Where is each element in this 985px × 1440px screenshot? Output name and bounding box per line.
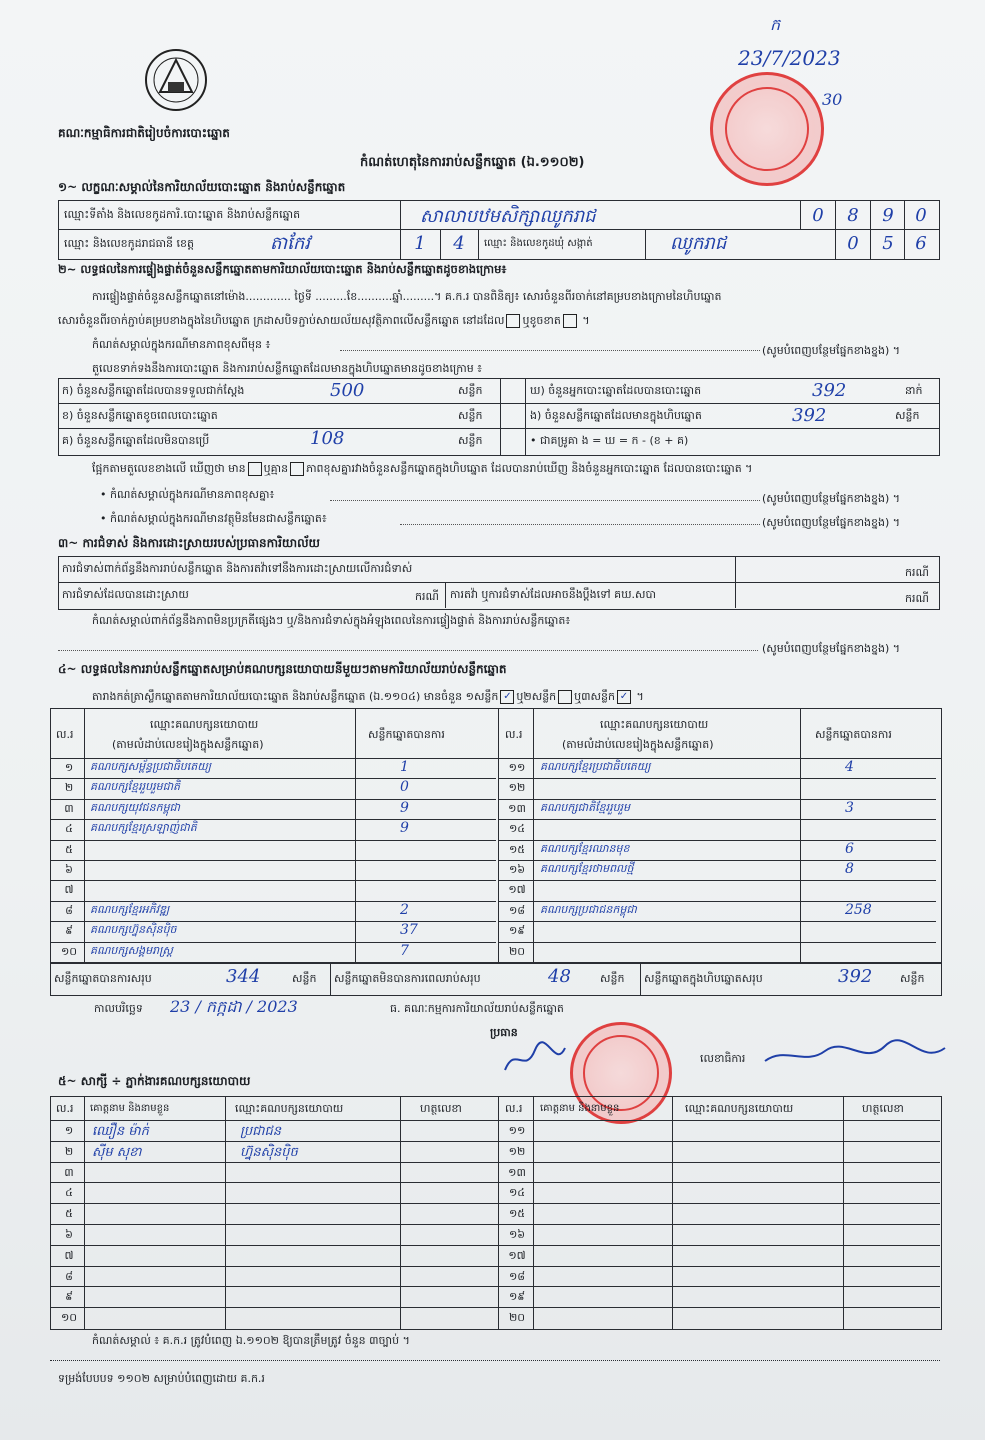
party-name: គណបក្សខ្មែរថាមពលថ្មី	[540, 862, 634, 875]
figure-received-value: 500	[330, 380, 365, 401]
row-divider	[498, 840, 936, 841]
objection-related-label: ការជំទាស់ពាក់ព័ន្ធនឹងការរាប់សន្លឹកឆ្នោត និងការតវ៉ាទៅនឹងការដោះស្រាយលើការជំទាស់	[62, 562, 413, 575]
witness-party: ប្រជាជន	[240, 1124, 282, 1139]
row-number: ៨	[65, 903, 73, 917]
col-sign: ហត្ថលេខា	[862, 1102, 904, 1115]
total-box-value: 392	[838, 966, 873, 987]
col-party: ឈ្មោះគណបក្សនយោបាយ	[150, 718, 259, 731]
col-party-sub: (តាមលំដាប់លេខរៀងក្នុងសន្លឹកឆ្នោត)	[112, 738, 264, 751]
row-number: ១	[64, 761, 74, 774]
committee-name: គណៈកម្មាធិការជាតិរៀបចំការបោះឆ្នោត	[58, 126, 230, 140]
party-votes: 9	[400, 820, 409, 837]
party-votes: 8	[845, 861, 854, 877]
row-divider	[498, 921, 936, 922]
row-number: ៦	[65, 1228, 73, 1241]
col-votes: សន្លឹកឆ្នោតបានការ	[368, 728, 445, 741]
row-number: ១០	[60, 1311, 78, 1325]
location-code-digit: 8	[847, 205, 859, 226]
total-box-label: សន្លឹកឆ្នោតក្នុងហិបឆ្នោតសរុប	[644, 972, 763, 985]
total-valid-value: 344	[226, 966, 261, 987]
two-sheet-checkbox[interactable]	[558, 690, 572, 704]
chair-label: ប្រធាន	[490, 1026, 518, 1039]
total-invalid-label: សន្លឹកឆ្នោតមិនបានការពេលរាប់សរុប	[334, 972, 481, 985]
party-name: គណបក្សខ្មែរប្រជាធិបតេយ្យ	[540, 760, 651, 773]
section4-intro: តារាងកត់ត្រាស្លឹកឆ្នោតតាមការិយាល័យបោះឆ្នោត និងរាប់សន្លឹកឆ្នោត (ឯ.១១០៤) មានចំនួន ១សន្លឹក ✓ ឬ២សន្លឹក ឬ៣សន្លឹក ✓ ។	[92, 690, 644, 703]
party-name: គណបក្សសម្ព័ន្ធប្រជាធិបតេយ្យ	[90, 760, 212, 773]
footer-text: ទម្រង់បែបបទ ១១០២ សម្រាប់បំពេញដោយ គ.ក.រ	[58, 1372, 265, 1385]
difference-yes-checkbox[interactable]	[248, 462, 262, 476]
party-name: គណបក្សហ្វ៊ុនស៊ិនប៉ិច	[90, 923, 177, 937]
party-votes: 258	[845, 901, 872, 918]
party-name: គណបក្សប្រជាជនកម្ពុជា	[540, 902, 637, 916]
party-votes: 0	[400, 779, 409, 796]
section4-heading: ៤~ លទ្ធផលនៃការរាប់សន្លឹកឆ្នោតសម្រាប់គណបក្សនយោបាយនីមួយៗតាមការិយាល័យរាប់សន្លឹកឆ្នោត	[58, 662, 507, 676]
province-code-digit: 4	[453, 233, 465, 254]
row-number: ១៧	[508, 1248, 526, 1262]
figure-unit: សន្លឹក	[458, 434, 483, 447]
party-name: គណបក្សយុវជនកម្ពុជា	[90, 800, 181, 814]
compare-line: ផ្អែកតាមតួលេខខាងលើ ឃើញថា មាន ឬគ្មាន ភាពខុសគ្នារវាងចំនួនសន្លឹកឆ្នោតក្នុងហិបឆ្នោត ដែលបានរាប់ឃើញ និងចំនួនអ្នកបោះឆ្នោត ដែលបានបោះឆ្នោត ។	[92, 462, 753, 475]
row-number: ៨	[65, 1269, 73, 1283]
section2-paragraph: សោរចំនួនពីរចាក់ភ្ជាប់គម្របខាងក្នុងនៃហិបឆ្នោត ក្រដាសបិទភ្ជាប់សាយល័យសុវត្ថិភាពលើសន្លឹកឆ្នោត នៅដដែល ឬខូចខាត ។	[58, 314, 590, 327]
unit: សន្លឹក	[600, 972, 625, 985]
row-number: ១៣	[508, 1165, 526, 1179]
case-label: ករណី	[415, 590, 439, 603]
col-no: ល.រ	[505, 1102, 523, 1115]
location-value: សាលាបឋមសិក្សាឈូករាជ	[420, 206, 596, 227]
party-name: គណបក្សខ្មែរឈានមុខ	[540, 841, 630, 855]
row-number: ៩	[65, 1290, 73, 1304]
row-number: ៤	[65, 822, 73, 836]
section1-heading: ១~ លក្ខណៈសម្គាល់នៃការិយាល័យបោះឆ្នោត និងរាប់សន្លឹកឆ្នោត	[58, 180, 346, 194]
row-number: ១៣	[508, 801, 526, 815]
witness-party: ហ្វ៊ុនស៊ិនប៉ិច	[240, 1144, 298, 1160]
row-number: ១១	[508, 761, 526, 774]
row-divider	[50, 1224, 940, 1225]
stamp-time: 30	[822, 90, 843, 109]
location-code-digit: 0	[915, 205, 927, 226]
objection-resolved-label: ការជំទាស់ដែលបានដោះស្រាយ	[62, 588, 189, 601]
row-divider	[50, 880, 496, 881]
received-seal	[710, 72, 824, 186]
row-number: ៤	[65, 1186, 73, 1200]
figure-unit: សន្លឹក	[895, 409, 920, 422]
one-sheet-checkbox[interactable]: ✓	[500, 690, 514, 704]
section2-heading: ២~ លទ្ធផលនៃការផ្ទៀងផ្ទាត់ចំនួនសន្លឹកឆ្នោតតាមការិយាល័យបោះឆ្នោត និងរាប់សន្លឹកឆ្នោតដូចខាងក្រោម៖	[58, 262, 507, 276]
row-number: ១៦	[508, 863, 526, 876]
party-votes: 3	[845, 799, 854, 816]
figure-voters-label: ឃ) ចំនួនអ្នកបោះឆ្នោតដែលបានបោះឆ្នោត	[530, 384, 702, 397]
figure-unit: សន្លឹក	[458, 384, 483, 397]
damaged-checkbox[interactable]	[563, 314, 577, 328]
row-divider	[498, 942, 936, 943]
party-votes: 4	[845, 759, 854, 775]
row-divider	[50, 1307, 940, 1308]
commune-code-digit: 5	[882, 233, 894, 254]
row-number: ១៤	[508, 1186, 526, 1200]
col-party: ឈ្មោះគណបក្សនយោបាយ	[685, 1102, 794, 1115]
row-divider	[50, 942, 496, 943]
party-votes: 37	[400, 922, 418, 939]
three-sheet-checkbox[interactable]: ✓	[617, 690, 631, 704]
figure-spoiled-label: ខ) ចំនួនសន្លឹកឆ្នោតខូចពេលបោះឆ្នោត	[62, 409, 218, 422]
total-invalid-value: 48	[548, 966, 571, 987]
fill-note: (សូមបំពេញបន្ថែមផ្នែកខាងខ្នង) ។	[762, 642, 901, 655]
secretary-signature-icon	[760, 1036, 950, 1076]
row-number: ១៩	[508, 924, 526, 938]
section2-paragraph: ការផ្ទៀងផ្ទាត់ចំនួនសន្លឹកឆ្នោតនៅម៉ោង............. ថ្ងៃទី .........ខែ..........ឆ្នាំ.........។ គ.ក.រ បានពិនិត្យ៖ សោរចំនួនពីរចាក់នៅគម្របខាងក្រោមនៃហិបឆ្នោត	[92, 290, 722, 303]
party-votes: 9	[400, 799, 409, 816]
col-party: ឈ្មោះគណបក្សនយោបាយ	[600, 718, 709, 731]
stamp-date: 23/7/2023	[738, 46, 841, 70]
intact-checkbox[interactable]	[506, 314, 520, 328]
row-number: ៥	[65, 842, 73, 856]
row-divider	[498, 799, 936, 800]
location-code-digit: 9	[882, 205, 894, 226]
row-divider	[50, 1141, 940, 1142]
row-number: ៧	[64, 1248, 74, 1262]
row-number: ១២	[508, 781, 526, 795]
row-number: ១៥	[508, 1207, 526, 1221]
row-number: ២០	[508, 944, 526, 958]
totals-row	[50, 962, 942, 996]
commune-value: ឈូករាជ	[670, 233, 727, 254]
figure-unit: សន្លឹក	[458, 409, 483, 422]
section3-heading: ៣~ ការជំទាស់ និងការដោះស្រាយរបស់ប្រធានការិយាល័យ	[58, 536, 320, 550]
party-votes: 2	[400, 901, 409, 918]
row-number: ១២	[508, 1144, 526, 1158]
row-divider	[498, 860, 936, 861]
row-number: ១៥	[508, 842, 526, 856]
row-divider	[50, 1182, 940, 1183]
col-sign: ហត្ថលេខា	[420, 1102, 462, 1115]
party-votes: 7	[400, 942, 409, 959]
figure-ballots-in-box-label: ង) ចំនួនសន្លឹកឆ្នោតដែលមានក្នុងហិបឆ្នោត	[530, 409, 702, 422]
section5-heading: ៥~ សាក្សី ÷ ភ្នាក់ងារគណបក្សនយោបាយ	[58, 1074, 251, 1088]
section2-figures-intro: តួលេខទាក់ទងនឹងការបោះឆ្នោត និងការរាប់សន្លឹកឆ្នោតដែលមានក្នុងហិបឆ្នោតមានដូចខាងក្រោម ៖	[92, 362, 483, 375]
date-label: កាលបរិច្ឆេទ	[94, 1002, 143, 1015]
party-votes: 1	[400, 759, 409, 775]
party-name: គណបក្សសង្គមរាស្ត្រ	[90, 943, 173, 957]
row-divider	[498, 880, 936, 881]
row-number: ៥	[65, 1207, 73, 1221]
date-value: 23 / កក្កដា / 2023	[170, 997, 298, 1016]
figure-voters-value: 392	[812, 380, 847, 401]
figure-received-label: ក) ចំនួនសន្លឹកឆ្នោតដែលបានទទួលជាក់ស្តែង	[62, 384, 245, 397]
witness-name: ឈឿន ម៉ាក់	[92, 1124, 149, 1139]
section2-note-label: កំណត់សម្គាល់ក្នុងករណីមានភាពខុសពីមុន ៖	[92, 338, 271, 351]
row-number: ៣	[64, 801, 74, 815]
row-divider	[498, 819, 936, 820]
secretary-label: លេខាធិការ	[700, 1052, 746, 1065]
fill-note: (សូមបំពេញបន្ថែមផ្នែកខាងខ្នង) ។	[762, 516, 901, 529]
fill-note: (សូមបំពេញបន្ថែមផ្នែកខាងខ្នង) ។	[762, 344, 901, 357]
row-divider	[498, 778, 936, 779]
nec-emblem-icon	[140, 42, 212, 114]
row-divider	[50, 840, 496, 841]
row-number: ១៤	[508, 822, 526, 836]
stamp-mark: ក	[770, 15, 781, 34]
objection-appeal-label: ការតវ៉ា ឬការជំទាស់ដែលអាចនឹងប្តឹងទៅ គឃ.សបា	[450, 588, 656, 601]
row-number: ១០	[60, 944, 78, 958]
chair-signature-icon	[500, 1040, 570, 1080]
location-label: ឈ្មោះទីតាំង និងលេខកូដការិ.បោះឆ្នោត និងរាប់សន្លឹកឆ្នោត	[64, 208, 301, 221]
row-number: ២	[64, 781, 74, 795]
row-number: ២	[64, 1144, 74, 1158]
page-title: កំណត់ហេតុនៃការរាប់សន្លឹកឆ្នោត (ឯ.១១០២)	[360, 155, 585, 170]
col-no: ល.រ	[505, 728, 523, 741]
row-number: ៧	[64, 883, 74, 897]
party-name: គណបក្សខ្មែរស្រឡាញ់ជាតិ	[90, 821, 197, 835]
bullet-foreign-objects: • កំណត់សម្គាល់ក្នុងករណីមានវត្ថុមិនមែនជាសន្លឹកឆ្នោត៖	[100, 512, 327, 525]
row-divider	[50, 1245, 940, 1246]
province-code-digit: 1	[414, 233, 426, 254]
row-number: ៩	[65, 924, 73, 938]
row-divider	[50, 799, 496, 800]
case-label: ករណី	[905, 592, 929, 605]
difference-no-checkbox[interactable]	[290, 462, 304, 476]
row-divider	[50, 901, 496, 902]
party-name: គណបក្សជាតិខ្មែររួបរួម	[540, 800, 631, 814]
row-number: ១៨	[508, 1269, 526, 1283]
figure-ballots-in-box-value: 392	[792, 405, 827, 426]
row-divider	[50, 1266, 940, 1267]
province-label: ឈ្មោះ និងលេខកូដរាជធានី ខេត្ត	[64, 237, 194, 250]
formula: • ជាគម្រូគា ង = ឃ = ក - (ខ + គ)	[530, 434, 689, 447]
row-divider	[50, 1120, 940, 1121]
row-number: ៣	[64, 1165, 74, 1179]
party-name: គណបក្សខ្មែររួបរួមជាតិ	[90, 780, 181, 794]
row-number: ១	[64, 1124, 74, 1137]
total-valid-label: សន្លឹកឆ្នោតបានការសរុប	[54, 972, 152, 985]
committee-label: ធ. គណៈកម្មការការិយាល័យរាប់សន្លឹកឆ្នោត	[390, 1002, 564, 1015]
row-number: ១៧	[508, 883, 526, 897]
row-number: ៦	[65, 863, 73, 876]
row-divider	[50, 1286, 940, 1287]
row-number: ១៩	[508, 1290, 526, 1304]
witness-table	[50, 1096, 942, 1330]
col-name: គោត្តនាម និងនាមខ្លួន	[540, 1103, 620, 1114]
case-label: ករណី	[905, 566, 929, 579]
unit: សន្លឹក	[900, 972, 925, 985]
commune-code-digit: 6	[915, 233, 927, 254]
unit: សន្លឹក	[292, 972, 317, 985]
province-value: តាកែវ	[270, 233, 310, 254]
figure-unit: នាក់	[905, 384, 923, 397]
bullet-difference: • កំណត់សម្គាល់ក្នុងករណីមានភាពខុសគ្នា៖	[100, 488, 275, 501]
party-name: គណបក្សខ្មែរអភិវឌ្ឍ	[90, 902, 170, 916]
fill-note: (សូមបំពេញបន្ថែមផ្នែកខាងខ្នង) ។	[762, 492, 901, 505]
row-divider	[50, 1162, 940, 1163]
row-number: ១៨	[508, 903, 526, 917]
row-number: ១១	[508, 1124, 526, 1137]
row-number: ២០	[508, 1311, 526, 1325]
figure-unused-value: 108	[310, 428, 345, 449]
section5-note: កំណត់សម្គាល់ ៖ គ.ក.រ ត្រូវបំពេញ ឯ.១១០២ ឱ្យបានត្រឹមត្រូវ ចំនួន ៣ច្បាប់ ។	[92, 1334, 410, 1347]
witness-name: ស៊ីម សុខា	[92, 1144, 142, 1160]
col-party: ឈ្មោះគណបក្សនយោបាយ	[235, 1102, 344, 1115]
party-votes: 6	[845, 840, 854, 857]
row-divider	[50, 860, 496, 861]
figure-unused-label: គ) ចំនួនសន្លឹកឆ្នោតដែលមិនបានប្រើ	[62, 434, 210, 447]
col-no: ល.រ	[56, 1102, 74, 1115]
row-divider	[50, 1203, 940, 1204]
location-code-digit: 0	[812, 205, 824, 226]
row-number: ១៦	[508, 1228, 526, 1241]
col-votes: សន្លឹកឆ្នោតបានការ	[815, 728, 892, 741]
commune-code-digit: 0	[847, 233, 859, 254]
col-party-sub: (តាមលំដាប់លេខរៀងក្នុងសន្លឹកឆ្នោត)	[562, 738, 714, 751]
commune-label: ឈ្មោះ និងលេខកូដឃុំ សង្កាត់	[484, 238, 593, 249]
col-name: គោត្តនាម និងនាមខ្លួន	[90, 1103, 170, 1114]
section3-note: កំណត់សម្គាល់ពាក់ព័ន្ធនឹងភាពមិនប្រក្រតីផ្សេងៗ ឬ/និងការជំទាស់ក្នុងអំឡុងពេលនៃការផ្ទៀងផ្ទាត់ និងការរាប់សន្លឹកឆ្នោត៖	[92, 614, 571, 627]
col-no: ល.រ	[56, 728, 74, 741]
